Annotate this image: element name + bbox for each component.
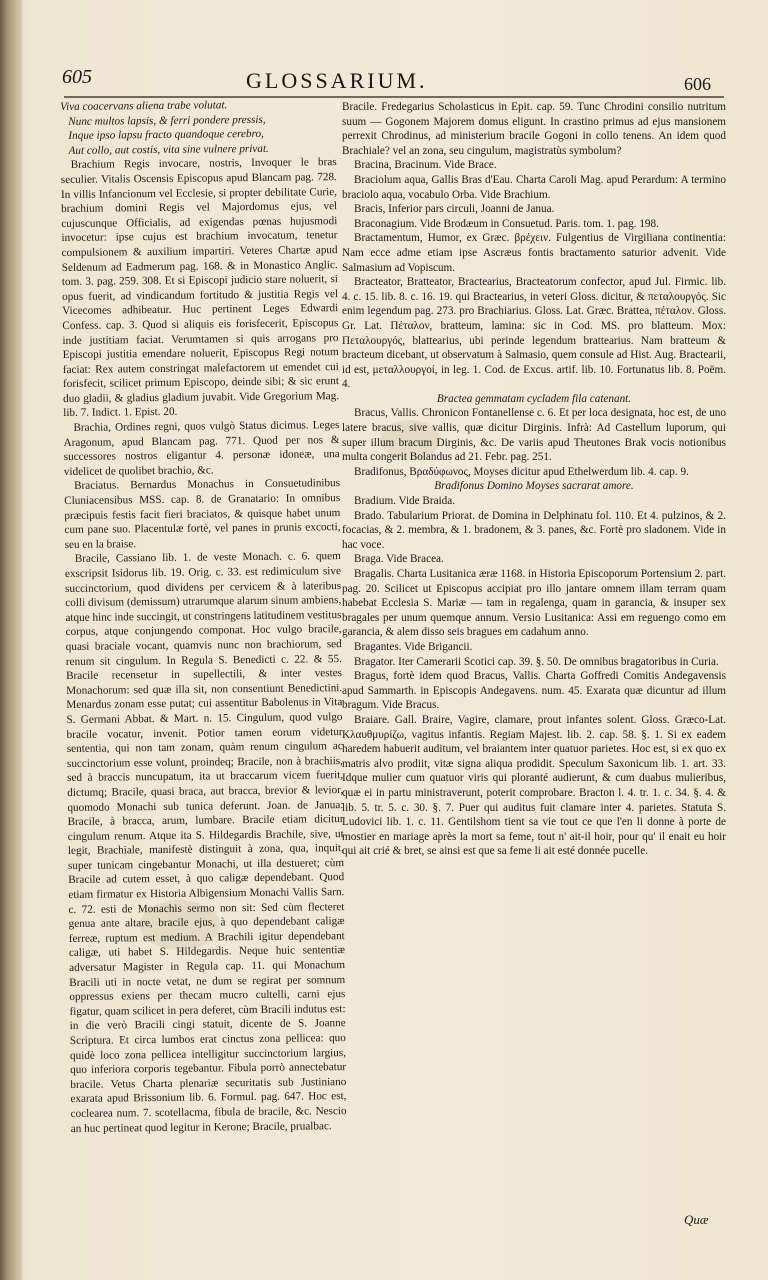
- entry-bracus: Bracus, Vallis. Chronicon Fontanellense c. 6. Et per loca designata, hoc est, de uno latere bracus, sive vallis, quæ dicitur Dirginis. Infrà: Ad Castellum luporum, qui super illum bracum Dirginis, &c. De variis apud Theutones Brak vocis notionibus multa congerit Bolandus ad 21. Febr. pag. 251.: [342, 407, 726, 464]
- catchword: Quæ: [684, 1212, 709, 1227]
- right-page-number: 606: [684, 74, 711, 94]
- book-binding: [0, 0, 22, 1280]
- entry-bragalis: Bragalis. Charta Lusitanica æræ 1168. in Historia Episcoporum Portensium 2. part. pag. 20. Scilicet ut Episcopus accipiat pro illo jantare omnem illam terram quam habebat Ecclesia S. Mariæ — tam in regalenga, quam in garancia, & insuper sex bragales per unum quemque annum. Versio Lusitanica: Assi em reguengo como em garancia, & alem disso seis bragues em cadahum anno.: [342, 568, 726, 639]
- entry-braiare: Braiare. Gall. Braire, Vagire, clamare, prout infantes solent. Gloss. Græco-Lat. Κλαυθμυρίζω, vagitus infantis. Regiam Majest. lib. 2. cap. 58. §. 1. Si ex eadem haredem habuerit auditum, vel braiantem inter quatuor parietes. Hoc est, si ex quo ex matris alvo prodiit, vitæ signa aliqua prodidit. Speculum Saxonicum lib. 1. art. 33. Idque mulier cum quatuor viris qui ploranté audierunt, & cum duabus mulieribus, quæ ei in partu ministraverunt, poterit comprobare. Bracton l. 4. tr. 1. c. 34. §. 4. & lib. 5. tr. 5. c. 30. §. 7. Puer qui auditus fuit clamare inter 4. parietes. Statuta S. Ludovici lib. 1. c. 11. Gentilshom tient sa vie tout ce que l'en li donne à porte de mostier en mariage après la mort sa feme, tout n' ait-il hoir, pour qu' il enait eu hoir qui ait crié & bret, se ainsi est que sa feme li ait esté donnée pucelle.: [342, 713, 726, 858]
- entry-bracina: Bracina, Bracinum. Vide Brace.: [354, 159, 497, 172]
- verse-line: Inque ipso lapsu fracto quandoque cerebro,: [68, 128, 264, 143]
- right-column: [342, 100, 726, 1230]
- verse-line: Bradifonus Domino Moyses sacrarat amore.: [434, 480, 634, 493]
- running-title: GLOSSARIUM.: [246, 68, 428, 93]
- entry-braciatus: Braciatus. Bernardus Monachus in Consuetudinibus Cluniacensibus MSS. cap. 8. de Granatario: In omnibus præcipuis festis facit fieri braciatos, & quisque habet unum cum pane suo. Placentulæ fortè, vel panes in prunis excocti, seu en la braise.: [64, 477, 341, 551]
- entry-bracile: Bracile, Cassiano lib. 1. de veste Monach. c. 6. quem exscripsit Isidorus lib. 19. Orig. c. 33. est redimiculum sive succinctorium, quod dividens per cervicem & à lateribus colli divisum (demissum) utrarumque alarum sinum ambiens, atque hinc inde succingit, ut constringens latitudinem vestitus corpus, atque conjungendo componat. Hoc vulgo bracile, quasi braciale vocant, quamvis nunc non brachiorum, sed renum sit cingulum. In Regula S. Benedicti c. 22. & 55. Bracile recensetur in supellectili, & inter vestes Monachorum: sed quæ illa sit, non consentiunt Benedictini. Menardus zonam esse putat; cui assentitur Babolenus in Vita S. Germani Abbat. & Mart. n. 15. Cingulum, quod vulgo bracile vocatur, invenit. Potior tamen eorum videtur sententia, qui non tam zonam, quàm renum cingulum ac succinctorium esse volunt, proindeq; Bracile, non à brachiis, sed à braccis nuncupatum, ita ut braccarum vicem fuerit, dictumq; Bracile, quasi braca, aut bracca, brevior & levior, quomodo Monachi sub tunica deferunt. Joan. de Janua: Bracile, à bracca, arum, lumbare. Bracile etiam dicitur cingulum renum. Atque ita S. Hildegardis Brachile, sive, ut legit, Brachiale, manifestè distinguit à zona, qua, inquit, super tunicam cingebantur Monachi, ut illa destueret; cùm Bracile ad cutem esset, à quo caligæ dependebant. Quod etiam firmatur ex Historia Albigensium Monachi Vallis Sarn. c. 72. esti de Monachis sermo non sit: Sed cùm flecteret genua ante altare, bracile ejus, à quo dependebant caligæ ferreæ, ruptum est medium. A Brachili igitur dependebant caligæ, uti habet S. Hildegardis. Neque huic sententiæ adversatur Magister in Regula cap. 11. qui Monachum Bracili uti in nocte vetat, ne dum se regirat per somnum oppressus exiens per thecam mucro cultelli, carni ejus figatur, quam scilicet in pera deferet, cùm Bracili indutus est: in die verò Bracili cingi statuit, dicente de S. Joanne Scriptura. Et circa lumbos erat cinctus zona pellicea: quo quidè loco zona pellicea intelligitur succinctorium largius, quo inferiora corporis tegebantur. Fibula porrò annectebatur bracile. Vetus Charta plenariæ securitatis sub Justiniano exarata apud Brissonium lib. 6. Formul. pag. 647. Hoc est, coclearea num. 7. scotellacma, fibula de bracile, &c. Nescio an huc pertineat quod legitur in Kerone; Bracile, prualbac.: [64, 550, 347, 1135]
- left-page-number: 605: [62, 66, 92, 88]
- header-rule: [64, 96, 724, 98]
- entry-brachia: Brachia, Ordines regni, quos vulgò Status dicimus. Leges Aragonum, apud Blancam pag. 771. Quod per nos & successores nostros eligantur 4. personæ idoneæ, una videlicet de quolibet brachio, &c.: [63, 419, 340, 478]
- entry-bracis: Bracis, Inferior pars circuli, Joanni de Janua.: [354, 203, 555, 216]
- entry-brachium-regis: Brachium Regis invocare, nostris, Invoquer le bras seculier. Vitalis Oscensis Episcopus apud Blancam pag. 728. In villis Infancionum vel Ecclesie, si propter debilitate Curie, brachium domini Regis vel Majordomus ejus, vel cujuscunque Officialis, ad exigendas pœnas hujusmodi invocetur: ipse cujus est brachium invocatum, tenetur compulsionem & auxilium impartiri. Veteres Chartæ apud Seldenum ad Eadmerum pag. 168. & in Monastico Anglic. tom. 3. pag. 259. 308. Et si Episcopi judicio stare noluerit, si opus fuerit, ad vindicandum fortitudo & justitia Regis vel Vicecomes adhibeatur. Huc pertinent Leges Edwardi Confess. cap. 3. Quod si aliquis eis forisfecerit, Episcopus inde justitiam faciat. Verumtamen si quis arrogans pro Episcopi justitia emendare noluerit, Episcopus Regi notum faciat: Rex autem constringat malefactorem ut emendet cui forisfecit, scilicet primum Episcopo, deinde sibi; & sic erunt duo gladii, & gladius gladium juvabit. Vide Gregorium Mag. lib. 7. Indict. 1. Epist. 20.: [60, 156, 340, 420]
- verse-line: Aut collo, aut costis, vita sine vulnere privat.: [68, 142, 269, 157]
- entry-bradifonus: Bradifonus, Βραδύφωνος, Moyses dicitur apud Ethelwerdum lib. 4. cap. 9.: [354, 465, 689, 478]
- entry-bradium: Bradium. Vide Braida.: [354, 495, 456, 508]
- entry-bracile-cont: Bracile. Fredegarius Scholasticus in Epit. cap. 59. Tunc Chrodini consilio nutritum suum — Gogonem Majorem domus eligunt. In crastino primus ad ejus mansionem perrexit Chrodinus, ad ministerium bracile Gogoni in collo tenens. An idem quod Brachiale? vel an zona, seu cingulum, magistratùs symbolum?: [342, 101, 726, 157]
- entry-bragator: Bragator. Iter Camerarii Scotici cap. 39. §. 50. De omnibus bragatoribus in Curia.: [354, 655, 719, 668]
- verse-line: Viva coacervans aliena trabe volutat.: [60, 99, 228, 113]
- entry-bragus: Bragus, fortè idem quod Bracus, Vallis. Charta Goffredi Comitis Andegavensis apud Sammarth. in Episcopis Andegavens. num. 45. Exarata quæ dicuntur ad illum bragum. Vide Bracus.: [342, 670, 726, 712]
- entry-bractamentum: Bractamentum, Humor, ex Græc. βρέχειν. Fulgentius de Virgiliana continentia: Nam ecce adme etiam ipse Ascræus fontis bractamento saturior advenit. Vide Salmasium ad Vopiscum.: [342, 232, 726, 274]
- verse-line: Nunc multos lapsis, & ferri pondere pressis,: [68, 113, 266, 128]
- entry-brado: Brado. Tabularium Priorat. de Domina in Delphinatu fol. 110. Et 4. pulzinos, & 2. focacias, & 2. membra, & 1. bradonem, & 3. panes, &c. Fortè pro sladonem. Vide in hac voce.: [342, 509, 726, 551]
- entry-braciolum: Braciolum aqua, Gallis Bras d'Eau. Charta Caroli Mag. apud Perardum: A termino braciolo aqua, vocabulo Orba. Vide Brachium.: [342, 173, 726, 201]
- entry-braconagium: Braconagium. Vide Brodæum in Consuetud. Paris. tom. 1. pag. 198.: [354, 217, 659, 230]
- entry-braga: Braga. Vide Bracea.: [354, 553, 444, 566]
- entry-bragantes: Bragantes. Vide Brigancii.: [354, 640, 473, 653]
- verse-line: Bractea gemmatam cycladem fila catenant.: [436, 392, 632, 405]
- entry-bracteator: Bracteator, Bratteator, Bractearius, Bracteatorum confector, apud Jul. Firmic. lib. 4. c. 15. lib. 8. c. 16. 19. qui Bractearius, in veteri Gloss. dicitur, & πεταλουργός. Sic enim legendum pag. 273. pro Brachiarius. Gloss. Lat. Græc. Brattea, πέταλον. Gloss. Gr. Lat. Πέταλον, bratteum, lamina: sic in Cod. MS. pro blatteum. Mox: Πεταλουργός, blattearius, ubi perinde legendum brattearius. Nam bratteum & bracteum dicebant, ut observatum à Salmasio, quem consule ad Hist. Aug. Bractearii, id est, μεταλλουργοί, in leg. 1. Cod. de Excus. artif. lib. 10. Fortunatus lib. 8. Poëm. 4.: [342, 276, 726, 391]
- left-column: [60, 97, 348, 1240]
